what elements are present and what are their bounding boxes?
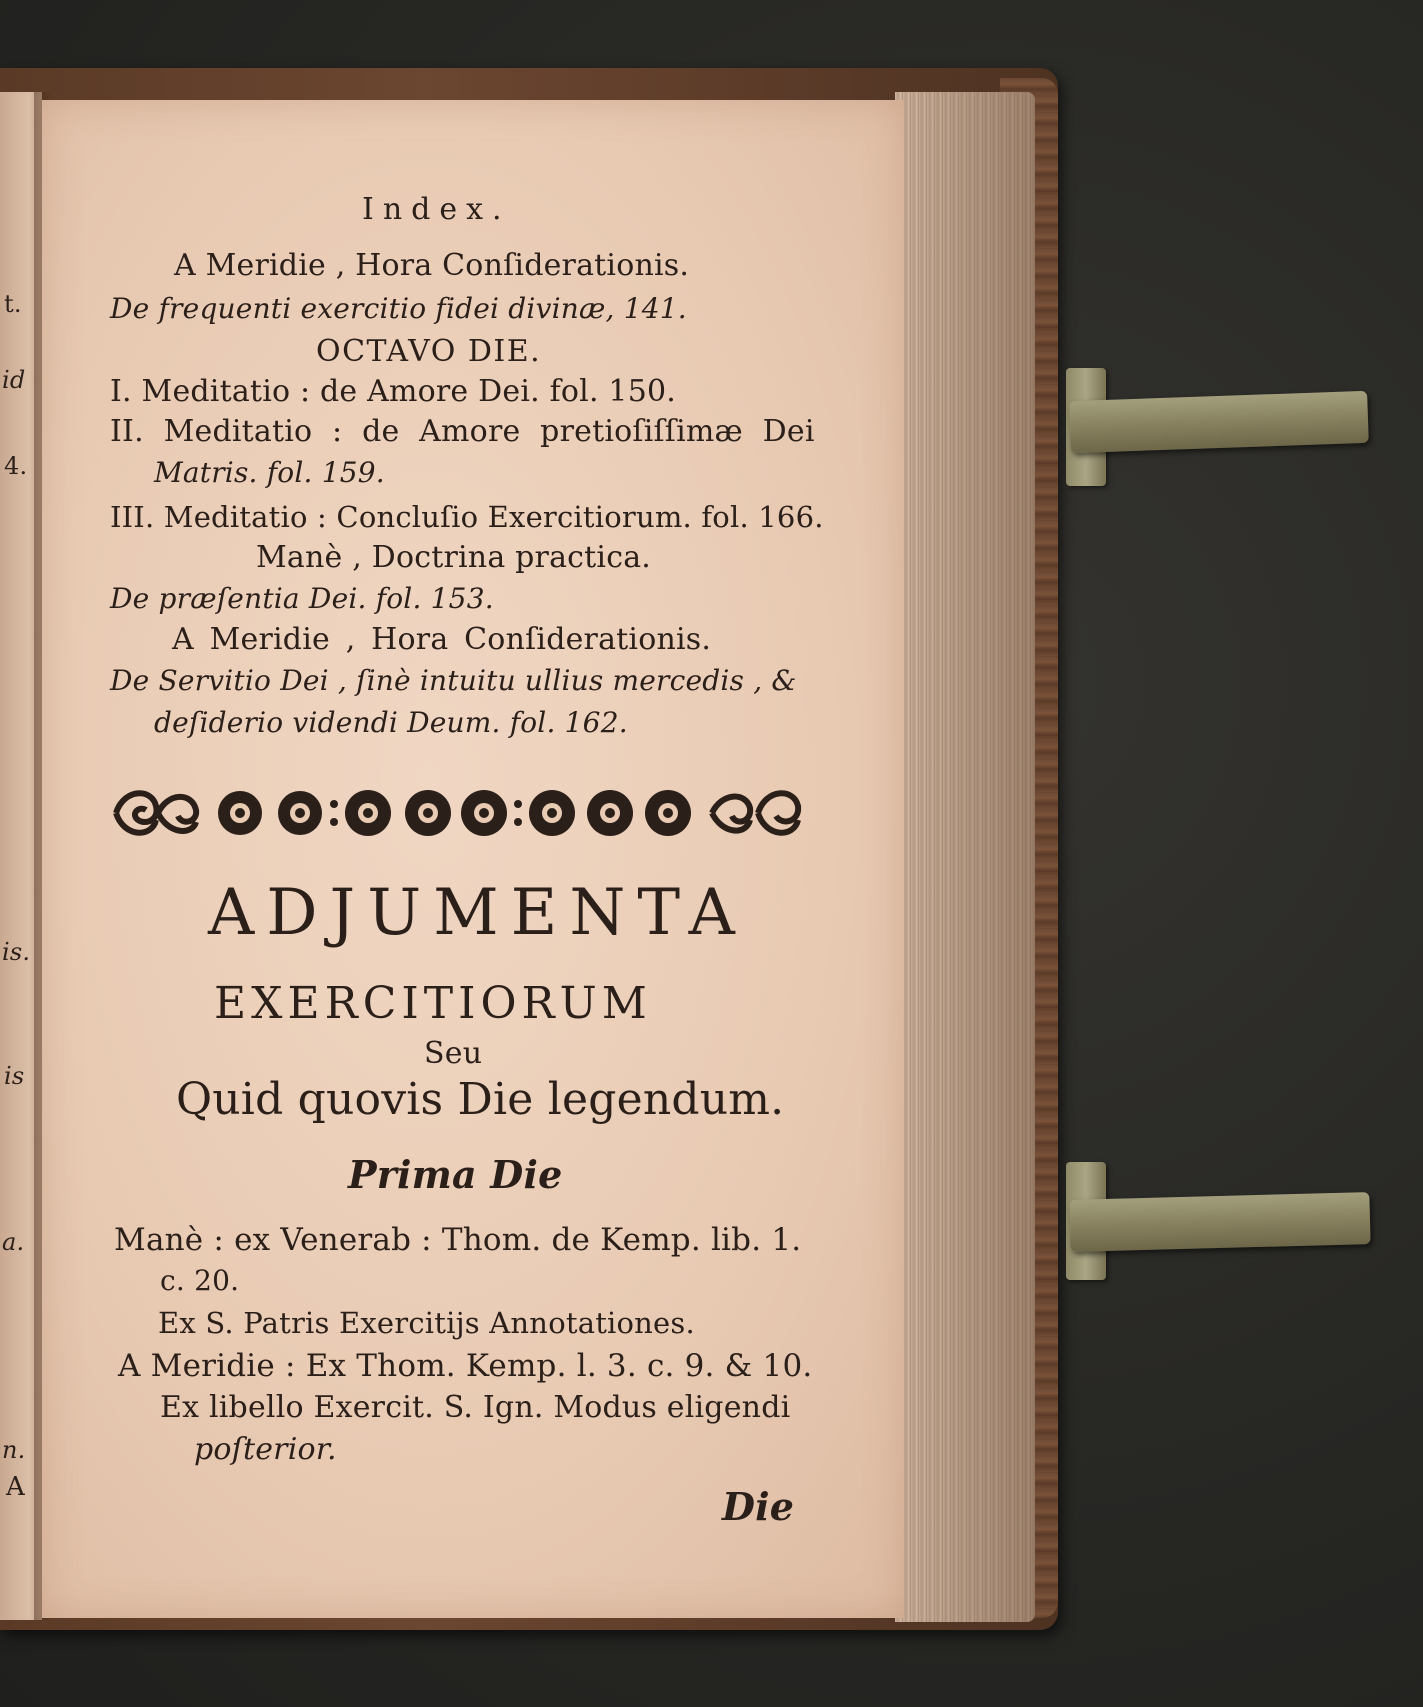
- left-fragment: id: [2, 366, 26, 394]
- left-fragment: A: [6, 1472, 25, 1502]
- left-fragment: a.: [2, 1228, 25, 1256]
- toc-line: De frequenti exercitio fidei divinæ, 141.: [110, 292, 687, 325]
- body-line: Ex S. Patris Exercitijs Annotationes.: [158, 1306, 695, 1340]
- catchword: Die: [722, 1484, 795, 1529]
- body-line: Manè : ex Venerab : Thom. de Kemp. lib. 1.: [114, 1222, 802, 1258]
- heading-subtitle: EXERCITIORUM: [214, 978, 652, 1029]
- toc-line: A Meridie , Hora Conſiderationis.: [172, 622, 712, 657]
- toc-line: deſiderio videndi Deum. fol. 162.: [154, 706, 628, 739]
- floral-ornament-band: [112, 782, 802, 844]
- toc-line: Matris. fol. 159.: [154, 456, 385, 489]
- toc-line: I. Meditatio : de Amore Dei. fol. 150.: [110, 374, 677, 409]
- left-fragment: is: [4, 1062, 25, 1090]
- page-fore-edge: [895, 92, 1035, 1622]
- clasp-bottom: [1069, 1192, 1370, 1252]
- body-line: Ex libello Exercit. S. Ign. Modus eligendi: [160, 1390, 791, 1425]
- toc-line: De præſentia Dei. fol. 153.: [110, 582, 494, 615]
- body-line: poſterior.: [194, 1432, 337, 1467]
- toc-line: De Servitio Dei , ſinè intuitu ullius mercedis , &: [110, 664, 797, 697]
- heading-connector: Seu: [424, 1036, 483, 1071]
- left-fragment: 4.: [4, 452, 28, 480]
- toc-line: III. Meditatio : Concluſio Exercitiorum. fol. 166.: [110, 500, 824, 534]
- running-head: Index.: [362, 192, 511, 227]
- heading-subline: Quid quovis Die legendum.: [176, 1074, 785, 1125]
- section-title: Prima Die: [348, 1152, 563, 1197]
- toc-day-heading: OCTAVO DIE.: [316, 334, 542, 369]
- left-fragment: t.: [4, 290, 22, 318]
- heading-title: ADJUMENTA: [208, 876, 747, 950]
- toc-line: A Meridie , Hora Conſiderationis.: [174, 248, 690, 283]
- body-line: c. 20.: [160, 1264, 240, 1297]
- body-line: A Meridie : Ex Thom. Kemp. l. 3. c. 9. & 10.: [118, 1348, 813, 1384]
- toc-line: II. Meditatio : de Amore pretioſiſſimæ Dei: [110, 414, 815, 449]
- left-fragment: is.: [2, 938, 31, 966]
- clasp-top: [1069, 391, 1369, 453]
- left-fragment: n.: [2, 1436, 26, 1464]
- toc-line: Manè , Doctrina practica.: [256, 540, 652, 575]
